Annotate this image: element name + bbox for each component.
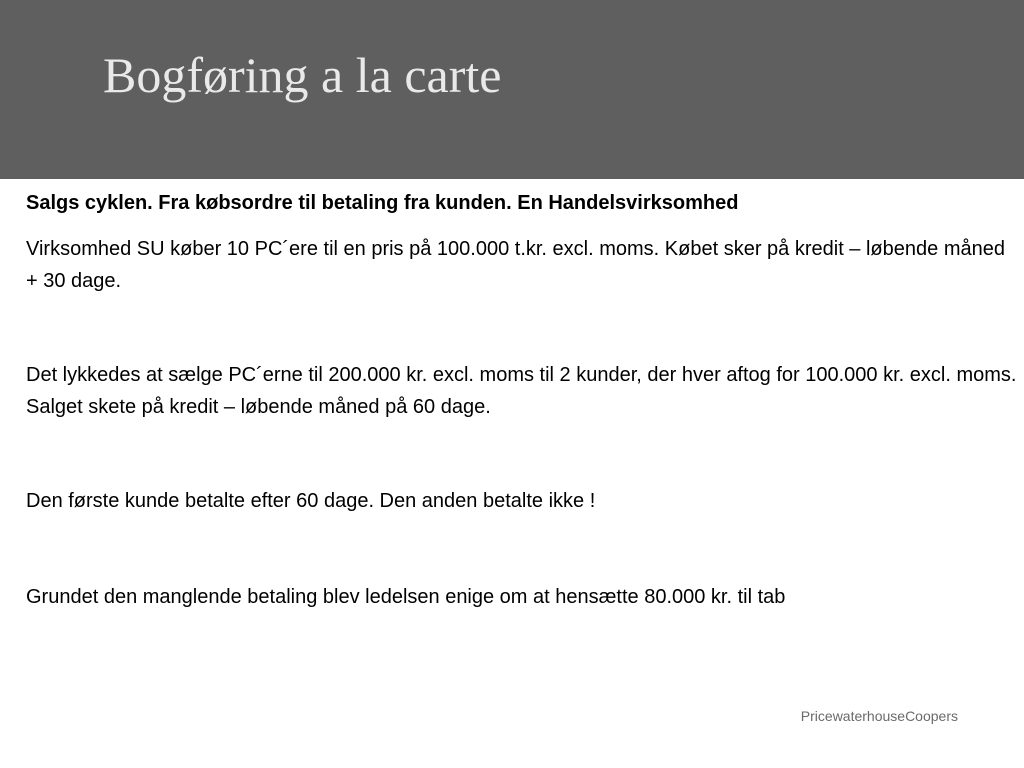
slide-title: Bogføring a la carte xyxy=(103,47,502,103)
body-heading: Salgs cyklen. Fra købsordre til betaling fra kunden. En Handelsvirksomhed xyxy=(26,192,739,214)
paragraph-sale: Det lykkedes at sælge PC´erne til 200.000 kr. excl. moms til 2 kunder, der hver aftog for 100.000 kr. excl. moms. Salget skete på kredit – løbende måned på 60 dage. xyxy=(26,364,1017,418)
paragraph-provision: Grundet den manglende betaling blev ledelsen enige om at hensætte 80.000 kr. til tab xyxy=(26,586,786,608)
slide-body xyxy=(26,189,1021,613)
paragraph-payment: Den første kunde betalte efter 60 dage. Den anden betalte ikke ! xyxy=(26,490,596,512)
footer-company: PricewaterhouseCoopers xyxy=(800,708,958,724)
paragraph-purchase: Virksomhed SU køber 10 PC´ere til en pris på 100.000 t.kr. excl. moms. Købet sker på kredit – løbende måned + 30 dage. xyxy=(26,238,1005,292)
title-bar xyxy=(0,0,1024,179)
